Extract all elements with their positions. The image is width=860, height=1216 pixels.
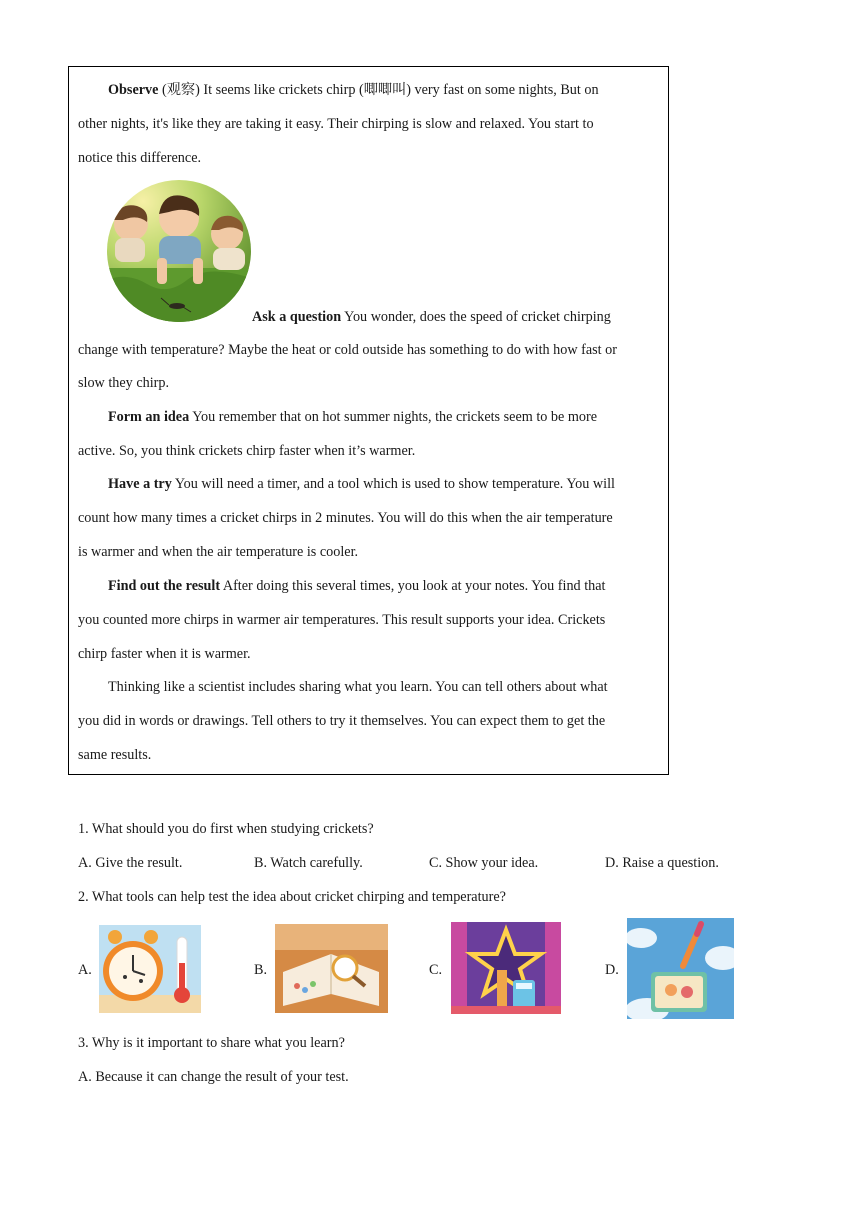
idea-text-1: You remember that on hot summer nights, the crickets seem to be more [189, 409, 597, 425]
observe-line-1 [108, 81, 599, 99]
try-line-3: is warmer and when the air temperature is cooler. [78, 544, 359, 560]
ask-line-3: slow they chirp. [78, 375, 170, 391]
q1-option-b[interactable]: B. Watch carefully. [254, 855, 363, 871]
result-line-2: you counted more chirps in warmer air temperatures. This result supports your idea. Crickets [78, 612, 606, 628]
pen-book-image[interactable] [627, 918, 734, 1019]
q2-option-d-label[interactable]: D. [605, 962, 619, 978]
observe-line-2: other nights, it's like they are taking it easy. Their chirping is slow and relaxed. You start to [78, 116, 594, 132]
q1-option-a[interactable]: A. Give the result. [78, 855, 183, 871]
ask-line-2: change with temperature? Maybe the heat or cold outside has something to do with how fast or [78, 342, 617, 358]
observe-text-1: (观察) It seems like crickets chirp (唧唧叫) very fast on some nights, But on [158, 82, 599, 98]
result-line-1 [108, 577, 605, 595]
star-calculator-image[interactable] [451, 922, 561, 1014]
q1-option-c[interactable]: C. Show your idea. [429, 855, 539, 871]
question-2: 2. What tools can help test the idea about cricket chirping and temperature? [78, 889, 506, 905]
observe-heading: Observe [108, 82, 159, 98]
try-text-1: You will need a timer, and a tool which is used to show temperature. You will [171, 476, 615, 492]
idea-line-2: active. So, you think crickets chirp faster when it’s warmer. [78, 443, 416, 459]
q1-option-d[interactable]: D. Raise a question. [605, 855, 719, 871]
question-3: 3. Why is it important to share what you learn? [78, 1035, 345, 1051]
notebook-magnifier-image[interactable] [275, 924, 388, 1013]
idea-heading: Form an idea [108, 409, 190, 425]
q3-option-a[interactable]: A. Because it can change the result of your test. [78, 1069, 349, 1085]
result-line-3: chirp faster when it is warmer. [78, 646, 251, 662]
result-heading: Find out the result [108, 578, 221, 594]
question-1: 1. What should you do first when studying crickets? [78, 821, 374, 837]
idea-line-1 [108, 408, 597, 426]
try-line-2: count how many times a cricket chirps in 2 minutes. You will do this when the air temperature [78, 510, 613, 526]
share-line-3: same results. [78, 747, 152, 763]
q2-option-b-label[interactable]: B. [254, 962, 268, 978]
children-cricket-photo [107, 180, 251, 322]
ask-line-1 [252, 308, 611, 326]
ask-text-1: You wonder, does the speed of cricket chirping [341, 309, 611, 325]
share-line-1: Thinking like a scientist includes sharing what you learn. You can tell others about what [108, 679, 608, 695]
share-line-2: you did in words or drawings. Tell others to try it themselves. You can expect them to get the [78, 713, 606, 729]
try-heading: Have a try [108, 476, 172, 492]
result-text-1: After doing this several times, you look at your notes. You find that [220, 578, 606, 594]
ask-heading: Ask a question [252, 309, 342, 325]
clock-thermometer-image[interactable] [99, 925, 201, 1013]
observe-line-3: notice this difference. [78, 150, 202, 166]
q2-option-c-label[interactable]: C. [429, 962, 443, 978]
try-line-1 [108, 475, 615, 493]
q2-option-a-label[interactable]: A. [78, 962, 92, 978]
